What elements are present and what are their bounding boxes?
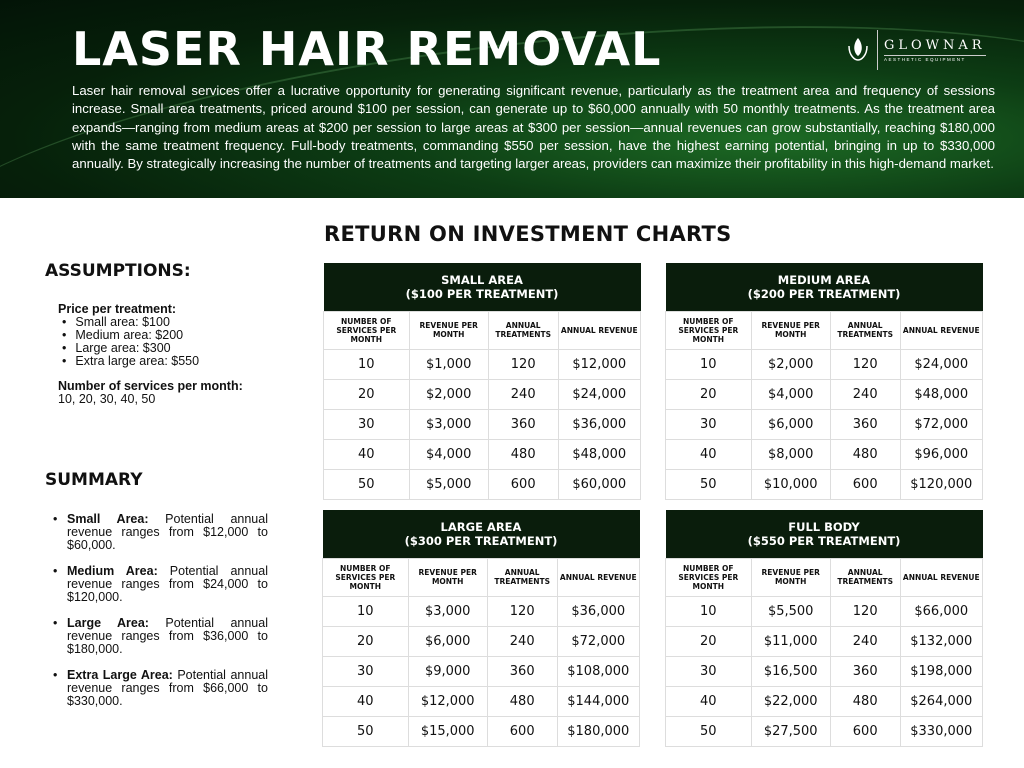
table-cell: 40 <box>323 686 409 716</box>
table-row <box>666 379 983 409</box>
summary-item: • Small Area: Potential annual revenue ranges from $12,000 to $60,000. <box>53 512 268 552</box>
page-title: LASER HAIR REMOVAL <box>72 22 662 76</box>
table-cell: 120 <box>488 349 558 379</box>
table-cell: 30 <box>666 409 752 439</box>
roi-table <box>322 510 640 747</box>
table-row <box>666 686 983 716</box>
table-cell: 600 <box>830 469 900 499</box>
table-subtitle: ($100 PER TREATMENT) <box>405 286 559 301</box>
summary-item: • Extra Large Area: Potential annual revenue ranges from $66,000 to $330,000. <box>53 668 268 708</box>
table-cell: 360 <box>487 656 557 686</box>
table-cell: $24,000 <box>558 379 640 409</box>
brand-name: GLOWNAR <box>884 38 986 53</box>
table-cell: $60,000 <box>558 469 640 499</box>
price-item: • Small area: $100 <box>62 316 268 329</box>
table-cell: $12,000 <box>558 349 640 379</box>
table-cell: $48,000 <box>900 379 982 409</box>
table-title-text: SMALL AREA <box>441 272 523 287</box>
summary-list <box>53 513 268 721</box>
table-cell: 50 <box>324 469 410 499</box>
brand-subtitle: AESTHETIC EQUIPMENT <box>884 55 986 62</box>
column-header: REVENUE PER MONTH <box>409 311 488 349</box>
summary-text: Potential annual revenue ranges from $24,000 to $120,000. <box>67 564 268 604</box>
price-list <box>62 316 268 368</box>
table-cell: $6,000 <box>751 409 830 439</box>
brand-logo <box>845 30 986 70</box>
table-row <box>323 686 640 716</box>
roi-heading: RETURN ON INVESTMENT CHARTS <box>324 222 732 246</box>
table-cell: $180,000 <box>557 716 639 746</box>
lotus-icon <box>845 34 871 66</box>
table-row <box>324 409 641 439</box>
table-row <box>666 626 983 656</box>
table-cell: $3,000 <box>408 596 487 626</box>
roi-table <box>665 263 983 500</box>
roi-table <box>323 263 641 500</box>
column-header: ANNUAL TREATMENTS <box>830 558 900 596</box>
table-cell: 120 <box>830 349 900 379</box>
table-cell: 10 <box>323 596 409 626</box>
table-cell: $72,000 <box>557 626 639 656</box>
table-cell: 120 <box>487 596 557 626</box>
table-cell: 360 <box>488 409 558 439</box>
column-header: REVENUE PER MONTH <box>751 558 830 596</box>
table-cell: $16,500 <box>751 656 830 686</box>
table-cell: 20 <box>666 379 752 409</box>
table-cell: $108,000 <box>557 656 639 686</box>
header-banner <box>0 0 1024 198</box>
table-cell: 600 <box>488 469 558 499</box>
table-row <box>666 439 983 469</box>
table-title <box>324 263 641 311</box>
column-header: NUMBER OF SERVICES PER MONTH <box>324 311 410 349</box>
roi-table <box>665 510 983 747</box>
table-cell: $5,500 <box>751 596 830 626</box>
services-values: 10, 20, 30, 40, 50 <box>58 392 156 406</box>
table-cell: 20 <box>324 379 410 409</box>
table-cell: $11,000 <box>751 626 830 656</box>
table-cell: 40 <box>666 686 752 716</box>
table-cell: 240 <box>830 626 900 656</box>
table-cell: 10 <box>324 349 410 379</box>
table-row <box>323 596 640 626</box>
table-cell: $5,000 <box>409 469 488 499</box>
table-cell: $10,000 <box>751 469 830 499</box>
table-cell: $330,000 <box>900 716 982 746</box>
table-cell: 480 <box>830 439 900 469</box>
table-row <box>666 656 983 686</box>
column-header: ANNUAL REVENUE <box>900 311 982 349</box>
column-header: REVENUE PER MONTH <box>751 311 830 349</box>
table-row <box>666 349 983 379</box>
column-header: ANNUAL REVENUE <box>900 558 982 596</box>
column-header: NUMBER OF SERVICES PER MONTH <box>666 311 752 349</box>
table-title-text: LARGE AREA <box>440 519 522 534</box>
column-header: NUMBER OF SERVICES PER MONTH <box>666 558 752 596</box>
table-row <box>666 596 983 626</box>
price-item: • Medium area: $200 <box>62 329 268 342</box>
table-cell: $48,000 <box>558 439 640 469</box>
table-cell: $72,000 <box>900 409 982 439</box>
assumptions-heading: ASSUMPTIONS: <box>45 261 191 281</box>
table-cell: 360 <box>830 409 900 439</box>
table-title-text: FULL BODY <box>788 519 860 534</box>
summary-label: Small Area: <box>67 512 149 526</box>
table-cell: $120,000 <box>900 469 982 499</box>
column-header: ANNUAL TREATMENTS <box>487 558 557 596</box>
summary-label: Extra Large Area: <box>67 668 173 682</box>
column-header: ANNUAL REVENUE <box>557 558 639 596</box>
table-cell: $6,000 <box>408 626 487 656</box>
table-cell: $24,000 <box>900 349 982 379</box>
summary-label: Medium Area: <box>67 564 158 578</box>
table-row <box>323 656 640 686</box>
table-cell: 360 <box>830 656 900 686</box>
table-cell: 30 <box>323 656 409 686</box>
table-cell: $36,000 <box>558 409 640 439</box>
table-cell: $96,000 <box>900 439 982 469</box>
table-cell: $2,000 <box>409 379 488 409</box>
intro-paragraph: Laser hair removal services offer a lucrative opportunity for generating significant revenue, particularly as the treatment area and frequency of sessions increase. Small area treatments, priced around $100 per session, can generate up to $60,000 annually with 50 monthly treatments. As the treatment area expands—ranging from medium areas at $200 per session to large areas at $300 per session—annual revenues can grow substantially, reaching $180,000 with the same treatment frequency. Full-body treatments, commanding $550 per session, have the highest earning potential, bringing in up to $330,000 annually. By strategically increasing the number of treatments and targeting larger areas, providers can maximize their profitability in this high-demand market. <box>72 83 995 172</box>
table-cell: 240 <box>487 626 557 656</box>
services-label: Number of services per month: <box>58 379 243 393</box>
table-cell: 50 <box>323 716 409 746</box>
table-subtitle: ($200 PER TREATMENT) <box>747 286 901 301</box>
table-cell: 240 <box>488 379 558 409</box>
table-cell: 480 <box>830 686 900 716</box>
table-cell: $4,000 <box>751 379 830 409</box>
table-cell: $264,000 <box>900 686 982 716</box>
table-cell: $132,000 <box>900 626 982 656</box>
table-cell: $2,000 <box>751 349 830 379</box>
table-row <box>666 716 983 746</box>
summary-text: Potential annual revenue ranges from $66,000 to $330,000. <box>67 668 268 708</box>
summary-heading: SUMMARY <box>45 470 143 490</box>
logo-divider <box>877 30 878 70</box>
table-cell: 40 <box>666 439 752 469</box>
table-row <box>324 469 641 499</box>
table-cell: $22,000 <box>751 686 830 716</box>
table-cell: $9,000 <box>408 656 487 686</box>
table-row <box>324 379 641 409</box>
table-cell: 120 <box>830 596 900 626</box>
table-cell: 480 <box>488 439 558 469</box>
column-header: NUMBER OF SERVICES PER MONTH <box>323 558 409 596</box>
table-cell: 20 <box>666 626 752 656</box>
table-cell: $1,000 <box>409 349 488 379</box>
table-title <box>323 510 640 558</box>
assumptions-section <box>58 303 268 406</box>
table-cell: 30 <box>666 656 752 686</box>
column-header: REVENUE PER MONTH <box>408 558 487 596</box>
table-row <box>324 349 641 379</box>
table-cell: $15,000 <box>408 716 487 746</box>
table-cell: $4,000 <box>409 439 488 469</box>
table-row <box>323 626 640 656</box>
table-row <box>666 469 983 499</box>
table-cell: $3,000 <box>409 409 488 439</box>
table-cell: $8,000 <box>751 439 830 469</box>
summary-text: Potential annual revenue ranges from $12,000 to $60,000. <box>67 512 268 552</box>
table-subtitle: ($550 PER TREATMENT) <box>747 533 901 548</box>
table-cell: $12,000 <box>408 686 487 716</box>
table-cell: 40 <box>324 439 410 469</box>
table-cell: 600 <box>830 716 900 746</box>
table-cell: 600 <box>487 716 557 746</box>
table-cell: 50 <box>666 716 752 746</box>
table-cell: 50 <box>666 469 752 499</box>
column-header: ANNUAL REVENUE <box>558 311 640 349</box>
table-cell: 20 <box>323 626 409 656</box>
column-header: ANNUAL TREATMENTS <box>830 311 900 349</box>
table-row <box>323 716 640 746</box>
summary-item: • Medium Area: Potential annual revenue ranges from $24,000 to $120,000. <box>53 564 268 604</box>
price-item: • Extra large area: $550 <box>62 355 268 368</box>
table-row <box>666 409 983 439</box>
table-cell: $198,000 <box>900 656 982 686</box>
table-title <box>666 263 983 311</box>
summary-text: Potential annual revenue ranges from $36,000 to $180,000. <box>67 616 268 656</box>
table-cell: $36,000 <box>557 596 639 626</box>
price-label: Price per treatment: <box>58 302 177 316</box>
table-cell: $144,000 <box>557 686 639 716</box>
table-title-text: MEDIUM AREA <box>777 272 871 287</box>
table-cell: 30 <box>324 409 410 439</box>
summary-label: Large Area: <box>67 616 149 630</box>
table-cell: 480 <box>487 686 557 716</box>
table-cell: $66,000 <box>900 596 982 626</box>
price-item: • Large area: $300 <box>62 342 268 355</box>
table-cell: 10 <box>666 596 752 626</box>
table-cell: 10 <box>666 349 752 379</box>
table-title <box>666 510 983 558</box>
summary-item: • Large Area: Potential annual revenue ranges from $36,000 to $180,000. <box>53 616 268 656</box>
column-header: ANNUAL TREATMENTS <box>488 311 558 349</box>
table-subtitle: ($300 PER TREATMENT) <box>404 533 558 548</box>
table-cell: $27,500 <box>751 716 830 746</box>
table-row <box>324 439 641 469</box>
table-cell: 240 <box>830 379 900 409</box>
